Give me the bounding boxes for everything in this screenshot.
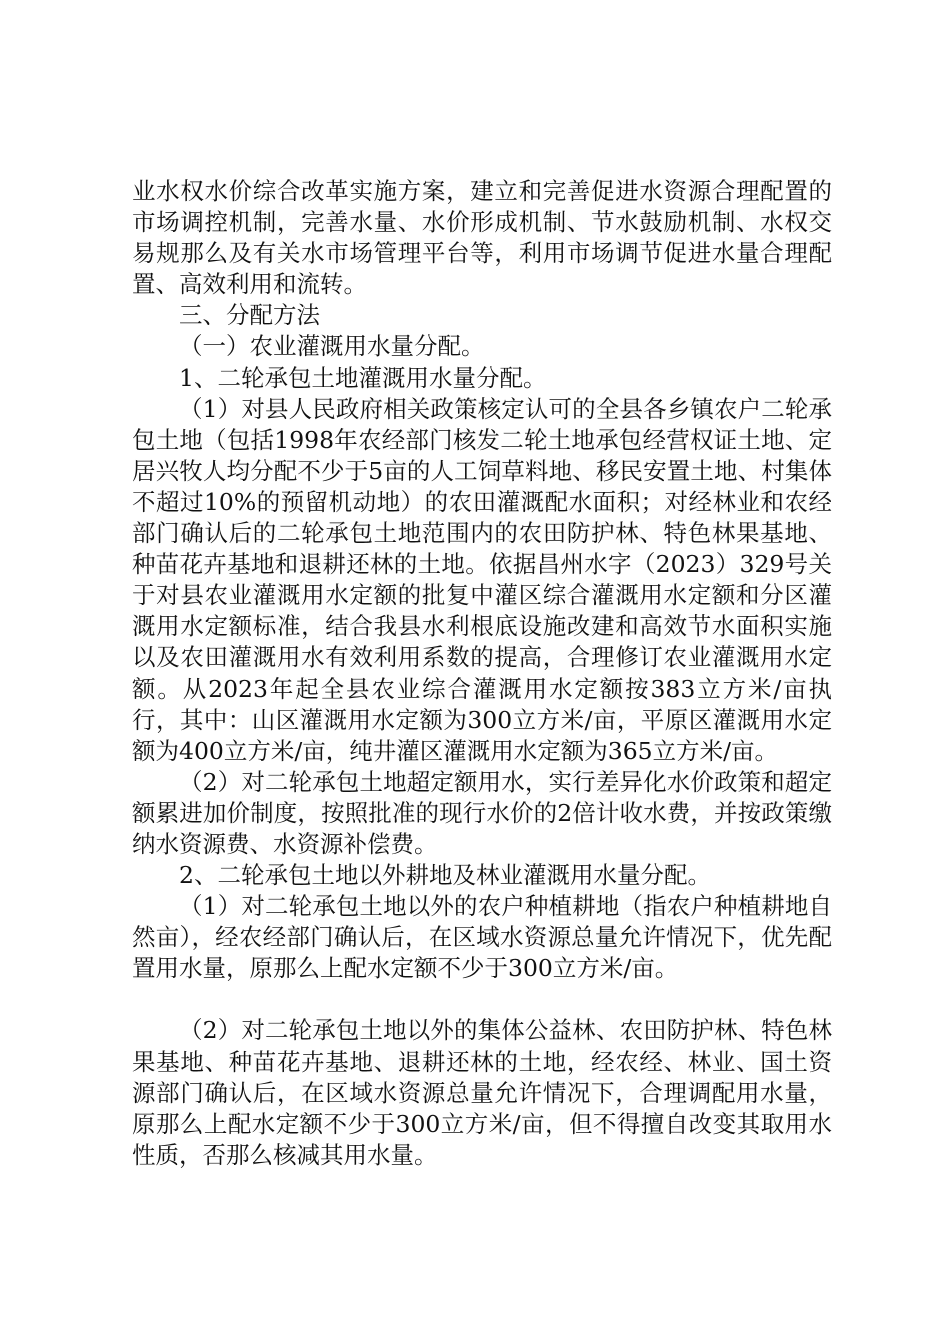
paragraph-forestry-land: （2）对二轮承包土地以外的集体公益林、农田防护林、特色林果基地、种苗花卉基地、退耕还林的土地，经农经、林业、国土资源部门确认后，在区域水资源总量允许情况下，合理调配用水量，原那么上配水定额不少于300立方米/亩，但不得擅自改变其取用水性质，否那么核减其用水量。 (132, 1016, 832, 1169)
paragraph-spacer (132, 984, 832, 1015)
paragraph-reform-plan: 业水权水价综合改革实施方案，建立和完善促进水资源合理配置的市场调控机制，完善水量、水价形成机制、节水鼓励机制、水权交易规那么及有关水市场管理平台等，利用市场调节促进水量合理配置、高效利用和流转。 (132, 177, 832, 299)
subsection-heading-agricultural-irrigation: （一）农业灌溉用水量分配。 (179, 332, 485, 361)
item-heading-contracted-land: 1、二轮承包土地灌溉用水量分配。 (179, 363, 547, 392)
paragraph-other-cultivated-land: （1）对二轮承包土地以外的农户种植耕地（指农户种植耕地自然亩），经农经部门确认后，在区域水资源总量允许情况下，优先配置用水量，原那么上配水定额不少于300立方米/亩。 (132, 892, 832, 983)
section-heading-allocation-method: 三、分配方法 (179, 301, 320, 330)
item-heading-other-land-forestry: 2、二轮承包土地以外耕地及林业灌溉用水量分配。 (179, 861, 711, 890)
paragraph-excess-usage-pricing: （2）对二轮承包土地超定额用水，实行差异化水价政策和超定额累进加价制度，按照批准的现行水价的2倍计收水费，并按政策缴纳水资源费、水资源补偿费。 (132, 767, 832, 858)
paragraph-contracted-land-quota: （1）对县人民政府相关政策核定认可的全县各乡镇农户二轮承包土地（包括1998年农经部门核发二轮土地承包经营权证土地、定居兴牧人均分配不少于5亩的人工饲草料地、移民安置土地、村集体不超过10%的预留机动地）的农田灌溉配水面积；对经林业和农经部门确认后的二轮承包土地范围内的农田防护林、特色林果基地、种苗花卉基地和退耕还林的土地。依据昌州水字（2023）329号关于对县农业灌溉用水定额的批复中灌区综合灌溉用水定额和分区灌溉用水定额标准，结合我县水利根底设施改建和高效节水面积实施以及农田灌溉用水有效利用系数的提高，合理修订农业灌溉用水定额。从2023年起全县农业综合灌溉用水定额按383立方米/亩执行，其中：山区灌溉用水定额为300立方米/亩，平原区灌溉用水定额为400立方米/亩，纯井灌区灌溉用水定额为365立方米/亩。 (132, 394, 832, 765)
document-body (132, 176, 832, 1171)
